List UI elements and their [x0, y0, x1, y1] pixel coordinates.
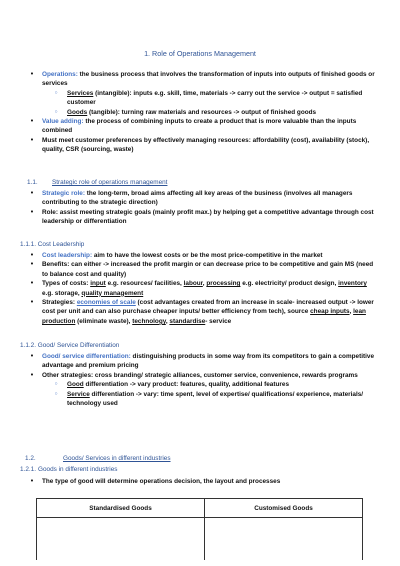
bullet-icon: •	[30, 208, 34, 216]
term-inventory: inventory	[338, 280, 367, 288]
bullet-icon: •	[30, 252, 34, 259]
list-item	[27, 89, 377, 108]
table-row	[37, 518, 363, 561]
bullet-icon: •	[30, 353, 34, 360]
definition-text: aim to have the lowest costs or be the most price-competitive in the market	[92, 252, 323, 259]
section-heading-1-1-2: 1.1.2. Good/ Service Differentiation	[20, 342, 120, 349]
term-service: Service	[67, 390, 90, 398]
text-span: ,	[165, 317, 170, 325]
term-cost-leadership: Cost leadership:	[42, 252, 93, 259]
term-labour: labour	[183, 280, 203, 288]
bullet-circle-icon: ○	[54, 381, 58, 388]
section-heading-1-2-1	[20, 466, 117, 473]
page-title: 1. Role of Operations Management	[144, 49, 256, 58]
term-standardise: standardise	[169, 317, 206, 325]
bullet-icon: •	[30, 71, 34, 78]
list-item	[27, 279, 377, 298]
section-heading-1-2	[20, 455, 171, 462]
term-operations: Operations:	[42, 71, 78, 78]
body-text: The type of good will determine operations decision, the layout and processes	[42, 478, 281, 485]
table-cell	[37, 518, 205, 561]
bullet-circle-icon: ○	[54, 108, 58, 115]
term-technology: technology	[132, 317, 166, 325]
section-title: Goods/ Services in different industries	[63, 455, 171, 462]
goods-comparison-table	[36, 498, 363, 560]
body-text: Must meet customer preferences by effectively managing resources: affordability (cost), availability (stock), quality, CSR (sourcing, waste)	[42, 136, 370, 154]
term-quality-management: quality management	[81, 289, 144, 297]
list-item	[27, 108, 377, 117]
list-item	[27, 371, 377, 380]
section-number: 1.2.1.	[20, 466, 36, 473]
text-span: e.g. storage,	[42, 289, 82, 297]
term-value-adding: Value adding:	[42, 118, 84, 126]
list-item	[27, 189, 377, 208]
section-1-1	[27, 189, 377, 227]
section-1-1-2	[27, 352, 377, 408]
body-text: Role: assist meeting strategic goals (mainly profit max.) by helping get a competitive advantage through cost leadership or differentiation	[42, 208, 374, 226]
definition-text: differentiation -> vary product: features, quality, additional features	[83, 381, 289, 389]
list-item	[27, 117, 377, 136]
bullet-icon: •	[30, 371, 34, 379]
column-header: Customised Goods	[205, 499, 363, 518]
term-good: Good	[67, 381, 84, 389]
text-span: (eliminate waste),	[75, 317, 133, 325]
definition-text: differentiation -> vary: time spent, level of expertise/ qualifications/ experience, materials/ technology used	[67, 390, 364, 408]
term-economies-of-scale: economies of scale	[76, 299, 136, 307]
table-cell	[205, 518, 363, 561]
definition-text: distinguishing products in some way from its competitors to gain a competitive advantage and premium pricing	[42, 353, 375, 370]
text-span: e.g. electricity/ product design,	[240, 280, 339, 288]
text-span: ,	[349, 308, 354, 316]
text-span: Strategies:	[42, 299, 77, 307]
term-strategic-role: Strategic role:	[42, 190, 85, 197]
bullet-circle-icon: ○	[54, 390, 58, 397]
intro-section	[27, 70, 377, 155]
term-input: input	[90, 280, 106, 288]
term-goods: Goods	[67, 108, 88, 116]
bullet-icon: •	[30, 299, 34, 307]
list-item	[27, 298, 377, 326]
term-processing: processing	[206, 280, 241, 288]
bullet-icon: •	[30, 136, 34, 144]
text-span: e.g. resources/ facilities,	[105, 280, 184, 288]
text-span: (cost advantages created from an increase in scale- increased output -> lower cost per unit and can also purchase cheaper inputs/ better efficiency from tech), source	[42, 299, 374, 316]
definition-text: the business process that involves the transformation of inputs into outputs of finished goods or services	[42, 71, 375, 88]
definition-text: (tangible): turning raw materials and resources -> output of finished goods	[87, 108, 317, 116]
body-text: Other strategies: cross branding/ strategic alliances, customer service, convenience, rewards programs	[42, 371, 358, 379]
list-item	[27, 251, 377, 260]
section-heading-1-1	[27, 179, 167, 186]
list-item	[27, 260, 377, 279]
bullet-icon: •	[30, 118, 34, 126]
column-header: Standardised Goods	[37, 499, 205, 518]
section-1-1-1	[27, 251, 377, 326]
list-item	[27, 380, 377, 389]
definition-text: (intangible): inputs e.g. skill, time, materials -> carry out the service -> output = satisfied customer	[67, 89, 363, 107]
bullet-icon: •	[30, 261, 34, 269]
section-1-2-1	[27, 477, 377, 486]
term-differentiation: Good/ service differentiation:	[42, 353, 131, 360]
list-item	[27, 208, 377, 227]
table-header-row	[37, 499, 363, 518]
bullet-icon: •	[30, 478, 34, 485]
section-title: Goods in different industries	[38, 466, 118, 473]
body-text: Benefits: can either -> increased the profit margin or can decrease price to be competitive and gain MS (need to balance cost and quality)	[42, 261, 374, 278]
bullet-icon: •	[30, 190, 34, 197]
term-services: Services	[67, 89, 94, 97]
text-span: Types of costs:	[42, 280, 91, 288]
term-lean-production: lean production	[42, 308, 366, 325]
section-number: 1.1.	[27, 179, 38, 186]
definition-text: the process of combining inputs to create a product that is more valuable than the inputs combined	[42, 118, 357, 135]
section-heading-1-1-1: 1.1.1. Cost Leadership	[20, 241, 85, 248]
section-number: 1.2.	[25, 455, 36, 462]
list-item	[27, 352, 377, 371]
bullet-circle-icon: ○	[54, 89, 58, 96]
section-title: Strategic role of operations management	[52, 179, 168, 186]
text-span: ,	[202, 280, 207, 288]
term-cheap-inputs: cheap inputs	[310, 308, 350, 316]
text-span: - service	[205, 317, 232, 325]
bullet-icon: •	[30, 280, 34, 288]
list-item	[27, 136, 377, 155]
list-item	[27, 390, 377, 409]
list-item	[27, 70, 377, 89]
list-item	[27, 477, 377, 486]
definition-text: the long-term, broad aims affecting all key areas of the business (involves all managers contributing to the strategic direction)	[42, 190, 353, 207]
